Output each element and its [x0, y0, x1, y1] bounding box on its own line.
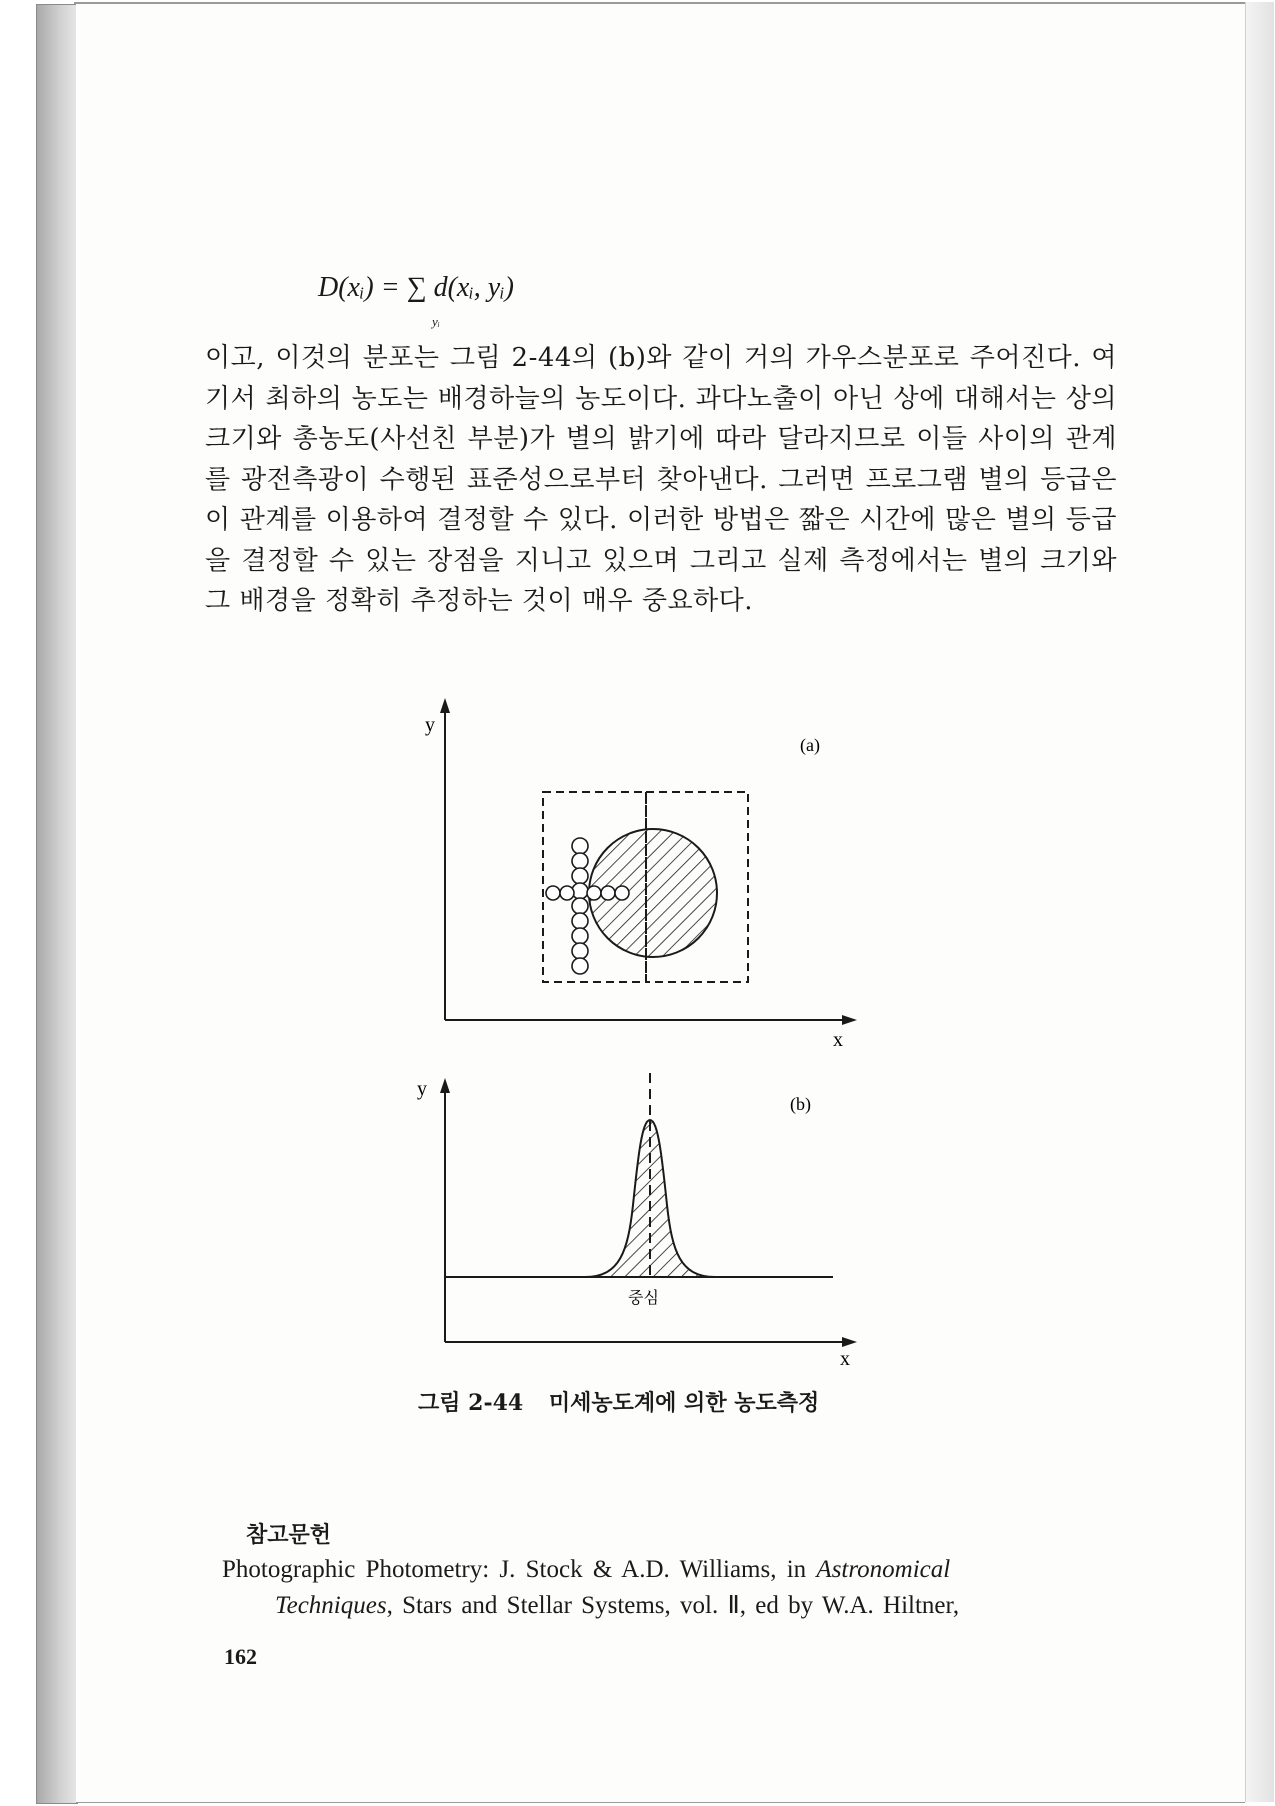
panel-b-y-arrow [440, 1078, 450, 1093]
reference-title-a: Astronomical [816, 1556, 951, 1583]
reference-line-2 [275, 1590, 959, 1620]
references-heading: 참고문헌 [246, 1523, 332, 1548]
panel-a-y-label: y [425, 714, 435, 736]
panel-a-y-arrow [440, 698, 450, 713]
formula-sum-index: yᵢ [432, 314, 440, 329]
reference-prefix: Photographic Photometry: J. Stock & A.D. Williams, in [222, 1556, 817, 1583]
panel-b-x-arrow [842, 1337, 857, 1347]
reference-line-1 [222, 1556, 950, 1584]
panel-b-x-label: x [840, 1348, 850, 1365]
panel-a-label: (a) [800, 735, 820, 755]
caption-number: 그림 2-44 [418, 1390, 524, 1416]
panel-b-y-label: y [417, 1078, 427, 1100]
caption-text: 미세농도계에 의한 농도측정 [548, 1390, 820, 1416]
reference-title-b: Techniques [275, 1592, 387, 1619]
reference-suffix: , Stars and Stellar Systems, vol. Ⅱ, ed by W.A. Hiltner, [386, 1592, 960, 1619]
book-spine [36, 4, 78, 1804]
figure-caption [418, 1386, 918, 1417]
panel-b [417, 1073, 857, 1365]
panel-a-x-label: x [833, 1029, 843, 1051]
figure-2-44 [400, 695, 880, 1365]
body-paragraph: 이고, 이것의 분포는 그림 2-44의 (b)와 같이 거의 가우스분포로 주어진다. 여기서 최하의 농도는 배경하늘의 농도이다. 과다노출이 아닌 상에 대해서는 상의 크기와 총농도(사선친 부분)가 별의 밝기에 따라 달라지므로 이들 사이의 관계를 광전측광이 수행된 표준성으로부터 찾아낸다. 그러면 프로그램 별의 등급은 이 관계를 이용하여 결정할 수 있다. 이러한 방법은 짧은 시간에 많은 별의 등급을 결정할 수 있는 장점을 지니고 있으며 그리고 실제 측정에서는 별의 크기와 그 배경을 정확히 추정하는 것이 매우 중요하다. [205, 343, 1117, 616]
panel-a-x-arrow [842, 1015, 857, 1025]
formula: D(xᵢ) = ∑ d(xᵢ, yᵢ) [318, 272, 514, 303]
book-right-edge [1245, 2, 1274, 1802]
center-label: 중심 [628, 1288, 659, 1307]
page-number: 162 [224, 1644, 257, 1669]
vertical-scan-apertures [572, 838, 588, 974]
panel-a [425, 698, 857, 1051]
panel-b-label: (b) [790, 1094, 811, 1114]
